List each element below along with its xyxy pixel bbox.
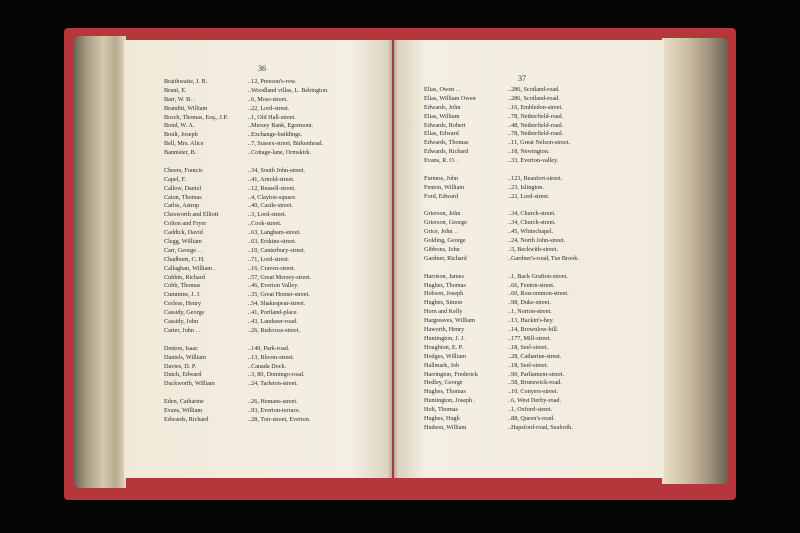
entry-name: Edwards, John [424,103,461,111]
right-page [394,40,664,478]
entry-address: ..286, Scotland-road. [508,86,560,93]
directory-entry [424,184,658,193]
directory-entry [164,105,386,114]
section-gap [164,389,386,398]
entry-address: ..78, Netherfield-road. [508,130,564,138]
entry-name: Duckworth, William [164,380,215,388]
directory-entry [424,290,658,299]
entry-address: ..28, Torr-street, Everton. [248,415,311,423]
directory-entry [424,299,658,308]
entry-address: ..13, Hackin's-hey. [508,317,554,325]
entry-name: Horn and Kelly [424,308,463,316]
entry-name: Huntington, Joseph . [424,397,476,405]
entry-address: ..48, Netherfield-road. [508,121,564,129]
directory-entry [164,220,386,229]
directory-entry [424,353,658,362]
entry-name: Edwards, Robert [424,121,466,129]
entry-name: Denton, Isaac [164,344,199,352]
directory-entry [164,309,386,318]
entry-address: ..60, Roscommon-street. [508,290,569,298]
entry-name: Haworth, Henry [424,326,465,334]
directory-entry [424,282,658,291]
directory-entry [164,371,386,380]
directory-entry [164,167,386,176]
entry-address: ..66, Fenton-street. [508,281,555,289]
entry-address: ..18, Seel-street. [508,361,549,369]
entry-address: ..45, Whitechapel. [508,228,554,236]
entry-address: ..123, Beaufort-street. [508,174,563,182]
directory-entry [164,318,386,327]
directory-entry [424,255,658,264]
entry-name: Gardner, Richard [424,254,467,262]
entry-name: Gibbons, John [424,246,460,254]
directory-entry [164,256,386,265]
directory-list [164,78,386,425]
entry-address: ..35, Great Homer-street. [248,291,310,299]
directory-entry [164,229,386,238]
entry-address: ..12, Preeson's-row. [248,78,297,85]
directory-entry [424,388,658,397]
entry-name: Hobson, Joseph [424,290,464,298]
section-gap [164,336,386,345]
entry-address: ..34, Church-street. [508,210,556,218]
page-number: 37 [518,74,526,83]
entry-name: Carr, George . . [164,246,203,254]
entry-address: ..Canada Dock. [248,362,287,370]
entry-address: ..23, Islington. [508,183,544,191]
entry-address: ..54, Shakespear-street. [248,300,306,308]
entry-address: ..22, Lord-street. [508,192,550,200]
entry-name: Grierson, George [424,219,467,227]
entry-name: Cassidy, John [164,318,198,326]
entry-name: Houghton, E. P. [424,343,464,351]
entry-address: ..286, Scotland-road. [508,94,560,102]
entry-address: ..28, Catharine-street. [508,352,562,360]
entry-address: ..22, Lord-street. [248,104,290,112]
entry-name: Holt, Thomas [424,406,458,414]
directory-entry [164,247,386,256]
directory-entry [424,219,658,228]
entry-name: Braithwaite, J. B. [164,78,208,85]
entry-name: Harrison, James [424,272,464,280]
entry-name: Hughes, Thomas [424,388,466,396]
directory-entry [164,380,386,389]
entry-name: Bond, W. A. [164,122,195,130]
entry-name: Bannister, B. [164,149,197,157]
entry-name: Capel, F. [164,175,187,183]
entry-name: Hodges, William [424,352,466,360]
section-gap [424,202,658,211]
entry-name: Harrington, Frederick [424,370,478,378]
directory-entry [164,274,386,283]
entry-name: Furness, John [424,174,459,182]
entry-name: Hudson, William [424,423,467,431]
directory-entry [164,327,386,336]
entry-name: Cobb, Thomas [164,282,201,290]
entry-address: ..57, Great Mersey-street. [248,273,312,281]
entry-address: ..Hapsford-road, Seaforth. [508,423,573,431]
directory-entry [164,354,386,363]
entry-name: Eden, Catharine [164,398,204,406]
entry-address: ..11, Great Nelson-street. [508,139,570,147]
directory-entry [424,397,658,406]
directory-entry [424,130,658,139]
entry-name: Elias, Edward [424,130,459,138]
directory-list [424,86,658,433]
directory-entry [164,140,386,149]
entry-name: Chesworth and Elliott [164,211,219,219]
entry-address: ..1, Back Grafton-street. [508,272,568,280]
entry-name: Caddick, David [164,229,203,237]
entry-address: ..26, Hemans-street. [248,398,298,406]
entry-address: ..98, Duke-street. [508,299,551,307]
directory-entry [164,87,386,96]
directory-entry [424,424,658,433]
directory-entry [164,398,386,407]
directory-entry [164,194,386,203]
entry-address: ..58, Brunswick-road. [508,379,562,387]
entry-address: ..12, Russell-street. [248,184,296,192]
entry-address: ..34, Church-street. [508,219,556,227]
entry-address: ..18, Seel-street. [508,343,549,351]
directory-entry [164,185,386,194]
directory-entry [424,175,658,184]
entry-address: ..88, Queen's-road. [508,414,555,422]
entry-name: Corless, Henry [164,300,202,308]
entry-name: Elias, William Owen [424,94,476,102]
entry-name: Colton and Fryer [164,220,207,228]
entry-name: Grice, John . . [424,228,459,236]
entry-address: ..Exchange-buildings. [248,131,303,139]
entry-address: ..Mersey Bank, Egremont. [248,122,314,130]
entry-name: Cummins, J. J. [164,291,201,299]
entry-address: ..90, Parliament-street. [508,370,565,378]
left-page [124,40,392,478]
directory-entry [164,345,386,354]
entry-address: ..93, Everton-terrace. [248,406,301,414]
entry-address: ..18, Newington. [508,148,550,156]
entry-address: ..78, Netherfield-road. [508,112,564,120]
entry-address: ..40, Castle-street. [248,202,293,210]
entry-address: ..10, Canterbury-street. [248,246,306,254]
directory-entry [164,114,386,123]
entry-name: Huntington, J. J. [424,334,465,342]
directory-entry [164,238,386,247]
directory-entry [424,308,658,317]
directory-entry [164,149,386,158]
entry-name: Cheers, Francis [164,166,203,174]
directory-entry [424,157,658,166]
directory-entry [164,96,386,105]
entry-address: ..10, Conyers-street. [508,388,559,396]
directory-entry [424,113,658,122]
entry-address: ..14, Brownlow-hill. [508,326,559,334]
entry-name: Evans, William [164,406,203,414]
section-gap [424,264,658,273]
directory-entry [424,139,658,148]
directory-entry [424,406,658,415]
directory-entry [424,415,658,424]
entry-address: ..16, Craven-street. [248,264,296,272]
book-gutter [388,40,398,478]
directory-entry [424,344,658,353]
entry-address: ..33, Everton-valley. [508,157,559,165]
directory-entry [424,362,658,371]
directory-entry [424,326,658,335]
entry-address: ..41, Portland-place. [248,309,299,317]
directory-entry [164,265,386,274]
directory-entry [424,273,658,282]
entry-name: Hargreaves, William [424,317,476,325]
entry-name: Brunt, E. [164,86,187,94]
directory-entry [424,104,658,113]
entry-address: ..Woodland villas, L. Bebington. [248,86,329,94]
entry-name: Hughes, Simon [424,299,463,307]
entry-address: ..16, Embledon-street. [508,103,563,111]
page-edges-left [74,36,126,488]
entry-address: ..41, Arnold-street. [248,175,295,183]
entry-name: Hughes, Hugh [424,414,460,422]
directory-entry [164,122,386,131]
entry-address: ..24, North John-street. [508,237,566,245]
entry-name: Daniels, William [164,353,206,361]
directory-entry [424,86,658,95]
entry-address: ..1, Old Hall-street. [248,113,296,121]
entry-name: Dutch, Edward [164,371,202,379]
entry-address: ..5, Beckwith-street. [508,246,559,254]
entry-address: ..71, Lord-street. [248,255,290,263]
entry-address: ..34, South John-street. [248,166,306,174]
entry-name: Edwards, Richard [424,148,469,156]
entry-address: ..Gardner's-road, Tue Brook. [508,254,579,262]
directory-entry [424,237,658,246]
entry-address: ..3, 80, Domingo-road. [248,371,305,379]
entry-address: ..24, Tarleton-street. [248,380,298,388]
entry-address: ..13, Bloom-street. [248,353,295,361]
entry-name: Elias, Owen . . [424,86,461,93]
entry-name: Edwards, Richard [164,415,209,423]
directory-entry [424,379,658,388]
directory-entry [164,176,386,185]
entry-address: ..6, Moss-street. [248,95,288,103]
directory-entry [164,78,386,87]
directory-entry [164,300,386,309]
entry-name: Elias, William [424,112,460,120]
entry-name: Hughes, Thomas [424,281,466,289]
directory-entry [424,228,658,237]
entry-name: Hallmark, Job [424,361,460,369]
directory-entry [424,122,658,131]
entry-address: ..63, Langham-street. [248,229,301,237]
directory-entry [424,95,658,104]
entry-address: ..Cook-street. [248,220,282,228]
entry-address: ..3, Lord-street. [248,211,287,219]
entry-name: Barr, W. B. . [164,95,195,103]
entry-address: ..26, Redcross-street. [248,326,301,334]
section-gap [424,166,658,175]
entry-name: Chadburn, C. H. [164,255,205,263]
directory-entry [164,407,386,416]
directory-entry [424,246,658,255]
page-number: 36 [258,64,266,73]
entry-name: Carter, John . . [164,326,201,334]
entry-address: ..177, Mill-street. [508,334,552,342]
entry-name: Branditt, William [164,104,208,112]
entry-name: Edwards, Thomas [424,139,469,147]
entry-name: Callaghan, William . [164,264,216,272]
entry-address: ..7, Sussex-street, Birkenhead. [248,140,324,148]
directory-entry [164,363,386,372]
entry-address: ..1, Norton-street. [508,308,552,316]
directory-entry [424,193,658,202]
entry-name: Callow, Daniel [164,184,202,192]
entry-address: ..63, Erskine-street. [248,238,297,246]
directory-entry [164,202,386,211]
entry-name: Evans, R. O. . [424,157,459,165]
directory-entry [424,335,658,344]
entry-address: ..4, Clayton-square. [248,193,297,201]
entry-address: ..1, Oxford-street. [508,406,553,414]
entry-name: Cassidy, George [164,309,205,317]
directory-entry [164,282,386,291]
directory-entry [424,371,658,380]
entry-name: Ford, Edward [424,192,459,200]
entry-address: ..149, Park-road. [248,344,290,352]
directory-entry [424,317,658,326]
entry-name: Carlss, Astrup [164,202,200,210]
entry-address: ..43, Landseer-road. [248,318,298,326]
entry-name: Clegg, William [164,238,202,246]
entry-name: Boult, Joseph [164,131,198,139]
entry-address: ..46, Everton Valley. [248,282,299,290]
entry-name: Golding, George [424,237,466,245]
directory-entry [164,416,386,425]
directory-entry [164,211,386,220]
entry-name: Grierson, John [424,210,461,218]
entry-name: Cubbin, Richard [164,273,205,281]
entry-name: Hedley, George [424,379,463,387]
page-edges-right [662,38,728,484]
directory-entry [164,291,386,300]
entry-name: Caton, Thomas [164,193,202,201]
entry-address: ..Cottage-lane, Ormskirk. [248,149,312,157]
directory-entry [424,210,658,219]
entry-address: ..6, West Derby-road. [508,397,561,405]
section-gap [164,158,386,167]
entry-name: Bell, Mrs. Alice [164,140,204,148]
entry-name: Davies, D. P. [164,362,197,370]
directory-entry [164,131,386,140]
entry-name: Fenton, William [424,183,465,191]
directory-entry [424,148,658,157]
entry-name: Bosch, Thomas, Esq., J.P. [164,113,228,121]
